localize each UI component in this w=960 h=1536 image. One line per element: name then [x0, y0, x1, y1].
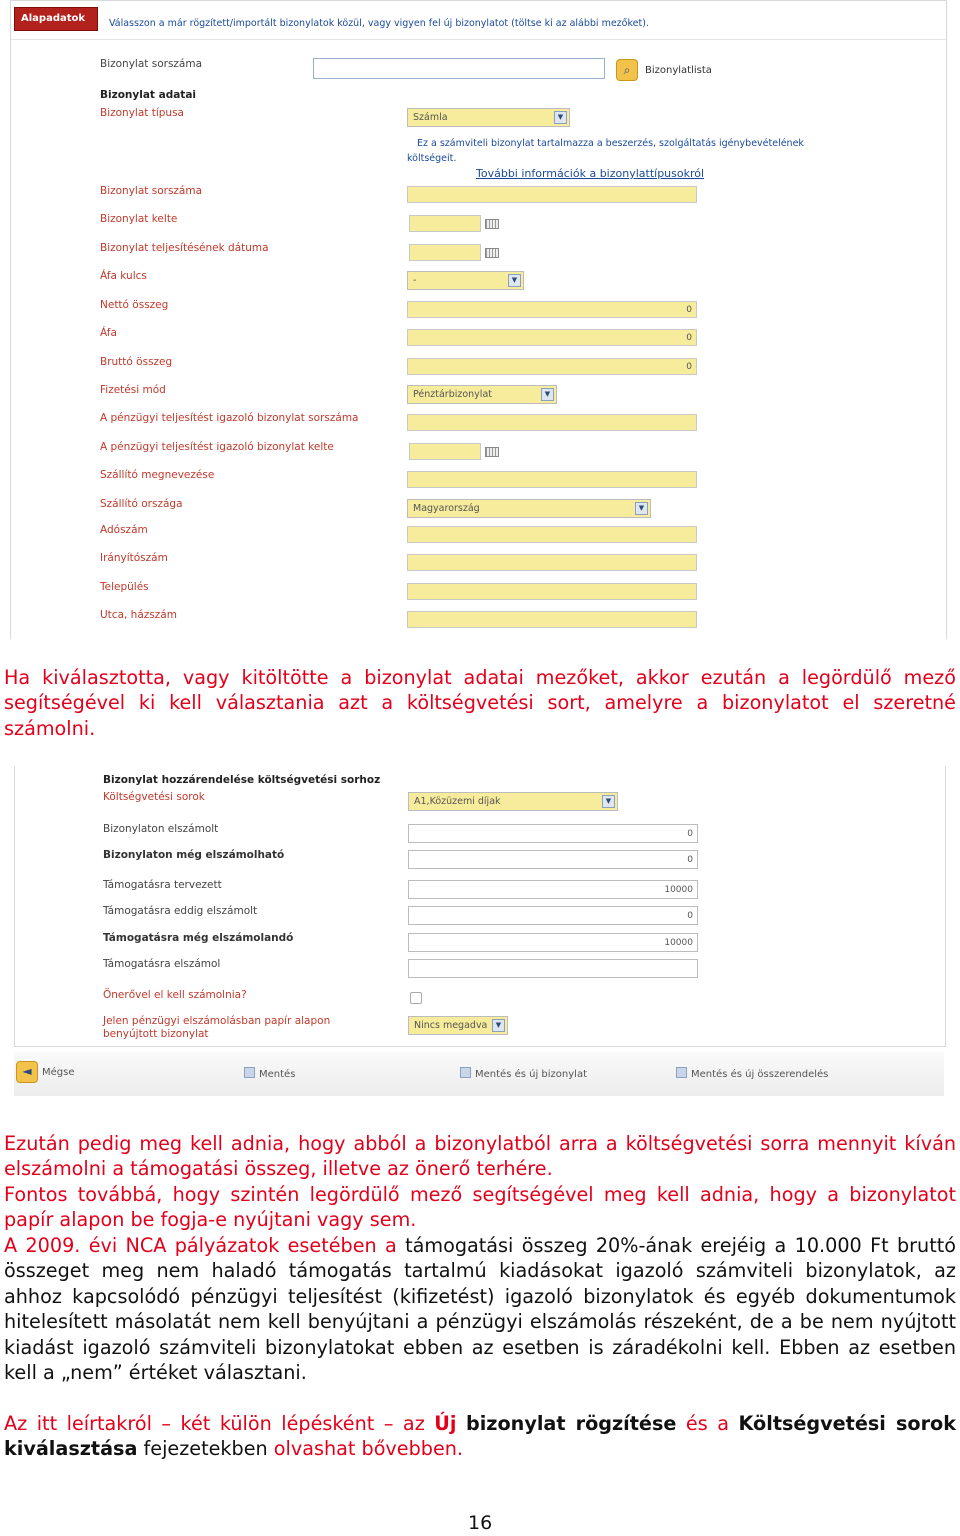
save-button-label: Mentés: [259, 1069, 296, 1080]
p5-d: és a: [685, 1412, 729, 1435]
settle-label: Támogatásra elszámol: [103, 958, 221, 970]
net-label: Nettó összeg: [100, 299, 169, 311]
form-header: [11, 1, 946, 40]
chevron-down-icon: ▼: [602, 795, 615, 808]
type-select[interactable]: [407, 108, 570, 127]
search-icon[interactable]: ⌕: [616, 59, 638, 81]
paragraph-4: [4, 1233, 956, 1385]
paper-select-value: Nincs megadva: [414, 1020, 488, 1031]
payment-method-value: Pénztárbizonylat: [413, 389, 492, 400]
p5-g: olvashat bővebben.: [273, 1437, 464, 1461]
chevron-down-icon: ▼: [554, 111, 567, 124]
number-label: Bizonylat sorszáma: [100, 185, 203, 197]
remaining-field: 0: [408, 850, 698, 869]
supplier-country-select[interactable]: [407, 499, 651, 518]
planned-field: 10000: [408, 880, 698, 899]
tax-number-field[interactable]: [407, 526, 697, 543]
paragraph-1: Ha kiválasztotta, vagy kitöltötte a bizonylat adatai mezőket, akkor ezután a legördülő mező segítségével ki kell választania azt a költségvetési sort, amelyre a bizonylatot el szeretné számolni.: [4, 666, 956, 740]
vat-rate-label: Áfa kulcs: [100, 270, 147, 282]
own-funds-checkbox[interactable]: [410, 992, 422, 1004]
chevron-down-icon: ▼: [541, 388, 554, 401]
payment-doc-date-field[interactable]: [409, 443, 481, 460]
payment-doc-number-field[interactable]: [407, 414, 697, 431]
payment-doc-date-label: A pénzügyi teljesítést igazoló bizonylat kelte: [100, 441, 334, 453]
planned-label: Támogatásra tervezett: [103, 879, 222, 891]
paper-label-line-1: Jelen pénzügyi elszámolásban papír alapon: [103, 1015, 331, 1027]
gross-field[interactable]: 0: [407, 358, 697, 375]
cancel-button[interactable]: [16, 1061, 75, 1083]
paragraph-2: Ezután pedig meg kell adnia, hogy abból a bizonylatból arra a költségvetési sorra mennyit kíván elszámolni a támogatási összeg, illetve az önerő terhére.: [4, 1132, 956, 1181]
save-icon: [244, 1067, 255, 1078]
settle-field[interactable]: [408, 959, 698, 978]
budget-assignment-screenshot: [14, 766, 946, 1047]
remaining-label: Bizonylaton még elszámolható: [103, 849, 285, 861]
paragraph-5: [4, 1411, 956, 1462]
budget-line-value: A1,Közüzemi díjak: [414, 796, 501, 807]
still-field: 10000: [408, 933, 698, 952]
more-info-link[interactable]: További információk a bizonylattípusokról: [476, 167, 705, 180]
completion-date-field[interactable]: [409, 244, 481, 261]
search-number-label: Bizonylat sorszáma: [100, 58, 203, 70]
tax-number-label: Adószám: [100, 524, 148, 536]
payment-doc-number-label: A pénzügyi teljesítést igazoló bizonylat sorszáma: [100, 412, 359, 424]
save-new-button[interactable]: [460, 1067, 587, 1080]
budget-line-select[interactable]: [408, 792, 618, 811]
budget-section-title: Bizonylat hozzárendelése költségvetési sorhoz: [103, 774, 381, 786]
p5-b: Új: [434, 1412, 457, 1435]
save-icon: [460, 1067, 471, 1078]
vat-label: Áfa: [100, 327, 117, 339]
vat-rate-value: -: [413, 275, 417, 286]
type-label-text: Bizonylat típusa: [100, 107, 184, 119]
page-number: 16: [468, 1512, 493, 1534]
city-field[interactable]: [407, 583, 697, 600]
settled-label: Bizonylaton elszámolt: [103, 823, 219, 835]
paragraph-4-red: A 2009. évi NCA pályázatok esetében a: [4, 1234, 397, 1257]
completion-date-label: Bizonylat teljesítésének dátuma: [100, 242, 269, 254]
chevron-down-icon: ▼: [635, 502, 648, 515]
tab-alapadatok[interactable]: Alapadatok: [14, 7, 98, 31]
document-list-button[interactable]: Bizonylatlista: [645, 65, 712, 76]
type-hint: Ez a számviteli bizonylat tartalmazza a beszerzés, szolgáltatás igénybevételének költségeit.: [407, 138, 804, 164]
save-icon: [676, 1067, 687, 1078]
save-button[interactable]: [244, 1067, 295, 1080]
chevron-down-icon: ▼: [508, 274, 521, 287]
postal-code-label: Irányítószám: [100, 552, 168, 564]
supplier-country-label: Szállító országa: [100, 498, 183, 510]
supplier-country-value: Magyarország: [413, 503, 480, 514]
p5-a: Az itt leírtakról – két külön lépésként – az: [4, 1412, 425, 1435]
budget-line-label: Költségvetési sorok: [103, 791, 205, 803]
date-label: Bizonylat kelte: [100, 213, 178, 225]
payment-method-label: Fizetési mód: [100, 384, 166, 396]
supplier-name-field[interactable]: [407, 471, 697, 488]
cancel-button-label: Mégse: [42, 1067, 75, 1078]
so-far-label: Támogatásra eddig elszámolt: [103, 905, 258, 917]
number-field[interactable]: [407, 186, 697, 203]
save-assign-button-label: Mentés és új összerendelés: [691, 1069, 829, 1080]
street-field[interactable]: [407, 611, 697, 628]
back-arrow-icon: ◄: [16, 1061, 38, 1083]
so-far-field: 0: [408, 906, 698, 925]
section-title: Bizonylat adatai: [100, 89, 196, 101]
date-field[interactable]: [409, 215, 481, 232]
type-select-value: Számla: [413, 112, 448, 123]
p5-f: fejezetekben: [143, 1437, 268, 1461]
chevron-down-icon: ▼: [492, 1019, 505, 1032]
vat-field[interactable]: 0: [407, 329, 697, 346]
form-toolbar: [14, 1052, 944, 1096]
paragraph-4-black: támogatási összeg 20%-ának erejéig a 10.000 Ft bruttó összeget meg nem haladó támogatás tartalmú kiadásokat igazoló számviteli bizonylatok, az ahhoz kapcsolódó pénzügyi teljesítést (kifizetést) igazoló bizonylatok és egyéb dokumentumok hitelesített másolatát nem kell benyújtani a pénzügyi elszámolás részeként, de a be nem nyújtott kiadást igazoló számviteli bizonylatokat ebben az esetben is záradékolni kell. Ebben az esetben kell a „nem” értéket választani.: [4, 1234, 956, 1385]
own-funds-label: Önerővel el kell számolnia?: [103, 989, 247, 1001]
save-new-button-label: Mentés és új bizonylat: [475, 1069, 587, 1080]
p5-e: Költségvetési sorok kiválasztása: [4, 1412, 956, 1461]
postal-code-field[interactable]: [407, 554, 697, 571]
paper-label-line-2: benyújtott bizonylat: [103, 1028, 209, 1040]
calendar-icon[interactable]: [485, 248, 499, 258]
vat-rate-select[interactable]: [407, 271, 524, 290]
p5-c: bizonylat rögzítése: [466, 1412, 677, 1435]
net-field[interactable]: 0: [407, 301, 697, 318]
calendar-icon[interactable]: [485, 219, 499, 229]
search-number-input[interactable]: [313, 58, 605, 79]
paper-label: [103, 1015, 330, 1041]
payment-method-select[interactable]: [407, 385, 557, 404]
still-label: Támogatásra még elszámolandó: [103, 932, 294, 944]
form-intro: Válasszon a már rögzített/importált bizonylatok közül, vagy vigyen fel új bizonylatot (töltse ki az alábbi mezőket).: [109, 18, 649, 29]
street-label: Utca, házszám: [100, 609, 177, 621]
settled-field: 0: [408, 824, 698, 843]
document-form-screenshot: [10, 0, 947, 639]
paragraph-3: Fontos továbbá, hogy szintén legördülő mező segítségével meg kell adnia, hogy a bizonylatot papír alapon be fogja-e nyújtani vagy sem.: [4, 1183, 956, 1232]
gross-label: Bruttó összeg: [100, 356, 173, 368]
calendar-icon[interactable]: [485, 447, 499, 457]
paper-select[interactable]: [408, 1016, 508, 1035]
save-assign-button[interactable]: [676, 1067, 828, 1080]
supplier-name-label: Szállító megnevezése: [100, 469, 215, 481]
city-label: Település: [100, 581, 149, 593]
